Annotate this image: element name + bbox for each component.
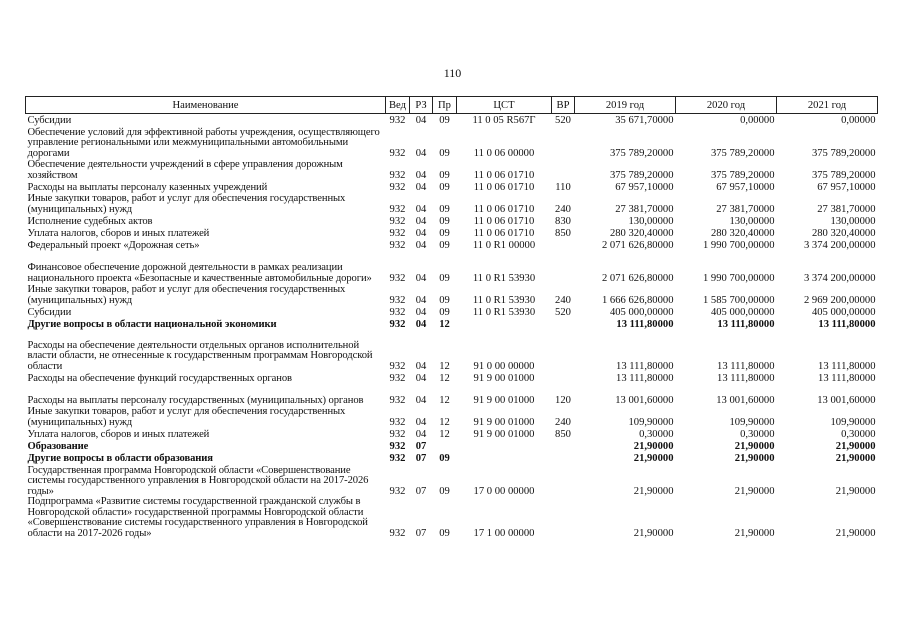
row-rz: 04 bbox=[415, 294, 427, 306]
row-vr: 520 bbox=[555, 114, 571, 126]
row-pr: 09 bbox=[439, 203, 450, 215]
row-ved: 932 bbox=[389, 485, 406, 497]
row-2021: 0,00000 bbox=[841, 114, 876, 126]
row-2019: 130,00000 bbox=[628, 215, 674, 227]
row-cst: 11 0 R1 00000 bbox=[472, 239, 536, 251]
row-vr bbox=[552, 330, 575, 372]
row-name: Финансовое обеспечение дорожной деятельности в рамках реализации национального проекта «Безопасные и качественные автомобильные дороги» bbox=[27, 262, 372, 284]
row-name: Обеспечение деятельности учреждений в сфере управления дорожным хозяйством bbox=[27, 159, 343, 181]
row-rz: 04 bbox=[415, 394, 427, 406]
row-vr bbox=[552, 159, 575, 181]
row-ved: 932 bbox=[389, 227, 406, 239]
row-name: Иные закупки товаров, работ и услуг для обеспечения государственных (муниципальных) нужд bbox=[27, 406, 346, 428]
row-vr bbox=[552, 126, 575, 159]
row-pr: 09 bbox=[439, 294, 450, 306]
row-rz: 04 bbox=[415, 203, 427, 215]
row-2020: 375 789,20000 bbox=[710, 169, 775, 181]
row-2019: 2 071 626,80000 bbox=[601, 239, 674, 251]
row-2021: 375 789,20000 bbox=[811, 147, 876, 159]
row-vr: 520 bbox=[555, 306, 571, 318]
header-vr: ВР bbox=[552, 97, 575, 114]
row-name: Субсидии bbox=[27, 306, 72, 318]
table-row bbox=[26, 181, 878, 193]
row-cst: 11 0 R1 53930 bbox=[472, 306, 536, 318]
table-row bbox=[26, 428, 878, 440]
row-ved: 932 bbox=[389, 147, 406, 159]
row-2021: 27 381,70000 bbox=[817, 203, 876, 215]
row-2019: 375 789,20000 bbox=[609, 169, 674, 181]
row-2021: 13 111,80000 bbox=[818, 318, 876, 330]
row-2020: 67 957,10000 bbox=[716, 181, 775, 193]
row-rz: 07 bbox=[415, 440, 427, 452]
row-2019: 21,90000 bbox=[633, 485, 674, 497]
row-2019: 109,90000 bbox=[628, 416, 674, 428]
row-cst: 11 0 06 01710 bbox=[473, 203, 535, 215]
row-2019: 21,90000 bbox=[633, 440, 674, 452]
table-row bbox=[26, 239, 878, 251]
row-pr: 09 bbox=[439, 306, 450, 318]
row-name: Иные закупки товаров, работ и услуг для обеспечения государственных (муниципальных) нужд bbox=[27, 284, 346, 306]
row-vr: 240 bbox=[555, 294, 571, 306]
row-pr bbox=[433, 440, 457, 452]
row-rz: 04 bbox=[415, 169, 427, 181]
row-2020: 21,90000 bbox=[734, 485, 775, 497]
row-name: Другие вопросы в области национальной экономики bbox=[27, 318, 277, 330]
row-2019: 405 000,00000 bbox=[609, 306, 674, 318]
header-2021: 2021 год bbox=[777, 97, 878, 114]
table-row bbox=[26, 464, 878, 497]
row-pr: 09 bbox=[439, 169, 450, 181]
row-ved: 932 bbox=[389, 114, 406, 126]
table-row bbox=[26, 227, 878, 239]
row-2020: 27 381,70000 bbox=[716, 203, 775, 215]
row-rz: 07 bbox=[415, 527, 427, 539]
row-cst: 17 0 00 00000 bbox=[473, 485, 535, 497]
table-row bbox=[26, 384, 878, 406]
row-pr: 09 bbox=[439, 485, 450, 497]
row-2020: 1 990 700,00000 bbox=[702, 272, 775, 284]
row-name: Иные закупки товаров, работ и услуг для обеспечения государственных (муниципальных) нужд bbox=[27, 193, 346, 215]
budget-table bbox=[25, 96, 878, 539]
row-vr: 830 bbox=[555, 215, 571, 227]
header-2019: 2019 год bbox=[575, 97, 676, 114]
row-pr: 12 bbox=[439, 416, 450, 428]
row-ved: 932 bbox=[389, 203, 406, 215]
row-2019: 13 111,80000 bbox=[616, 360, 674, 372]
row-ved: 932 bbox=[389, 428, 406, 440]
row-2021: 280 320,40000 bbox=[811, 227, 876, 239]
row-ved: 932 bbox=[389, 440, 406, 452]
row-pr: 12 bbox=[439, 428, 450, 440]
row-2019: 21,90000 bbox=[633, 452, 674, 464]
row-2020: 13 111,80000 bbox=[717, 318, 775, 330]
row-cst: 11 0 05 R567Г bbox=[472, 114, 536, 126]
row-pr: 12 bbox=[439, 318, 450, 330]
table-row bbox=[26, 215, 878, 227]
row-2020: 1 990 700,00000 bbox=[702, 239, 775, 251]
row-2019: 13 001,60000 bbox=[615, 394, 674, 406]
row-2021: 3 374 200,00000 bbox=[803, 239, 876, 251]
row-name: Исполнение судебных актов bbox=[27, 215, 153, 227]
row-2020: 21,90000 bbox=[734, 440, 775, 452]
row-2019: 0,30000 bbox=[639, 428, 674, 440]
row-pr: 09 bbox=[439, 452, 450, 464]
table-row bbox=[26, 251, 878, 284]
table-row bbox=[26, 318, 878, 330]
row-2021: 130,00000 bbox=[830, 215, 876, 227]
row-ved: 932 bbox=[389, 372, 406, 384]
row-cst: 11 0 R1 53930 bbox=[472, 294, 536, 306]
row-2020: 130,00000 bbox=[729, 215, 775, 227]
row-vr: 240 bbox=[555, 416, 571, 428]
row-ved: 932 bbox=[389, 181, 406, 193]
row-pr: 12 bbox=[439, 372, 450, 384]
row-2019: 13 111,80000 bbox=[616, 318, 674, 330]
row-2019: 35 671,70000 bbox=[615, 114, 674, 126]
row-cst bbox=[457, 440, 552, 452]
row-name: Государственная программа Новгородской области «Совершенствование системы государственного управления в Новгородской области на 2017-2026 годы» bbox=[27, 464, 369, 497]
row-2021: 109,90000 bbox=[830, 416, 876, 428]
row-pr: 09 bbox=[439, 114, 450, 126]
row-ved: 932 bbox=[389, 527, 406, 539]
row-name: Уплата налогов, сборов и иных платежей bbox=[27, 428, 210, 440]
row-ved: 932 bbox=[389, 239, 406, 251]
row-pr: 09 bbox=[439, 215, 450, 227]
row-2020: 13 001,60000 bbox=[716, 394, 775, 406]
row-2020: 0,00000 bbox=[740, 114, 775, 126]
table-row bbox=[26, 452, 878, 464]
row-rz: 04 bbox=[415, 428, 427, 440]
row-2019: 67 957,10000 bbox=[615, 181, 674, 193]
row-ved: 932 bbox=[389, 215, 406, 227]
table-row bbox=[26, 306, 878, 318]
row-ved: 932 bbox=[389, 169, 406, 181]
row-2019: 27 381,70000 bbox=[615, 203, 674, 215]
row-vr: 240 bbox=[555, 203, 571, 215]
row-vr bbox=[552, 239, 575, 251]
row-cst: 91 9 00 01000 bbox=[473, 416, 535, 428]
row-rz: 04 bbox=[415, 147, 427, 159]
row-rz: 04 bbox=[415, 360, 427, 372]
row-rz: 04 bbox=[415, 215, 427, 227]
row-2019: 13 111,80000 bbox=[616, 372, 674, 384]
row-pr: 12 bbox=[439, 394, 450, 406]
row-ved: 932 bbox=[389, 360, 406, 372]
row-ved: 932 bbox=[389, 394, 406, 406]
row-2021: 375 789,20000 bbox=[811, 169, 876, 181]
row-ved: 932 bbox=[389, 416, 406, 428]
row-2019: 375 789,20000 bbox=[609, 147, 674, 159]
row-name: Образование bbox=[27, 440, 89, 452]
row-vr bbox=[552, 440, 575, 452]
row-cst: 11 0 06 01710 bbox=[473, 169, 535, 181]
row-name: Расходы на обеспечение деятельности отдельных органов исполнительной власти области, не отнесенные к государственным программам Новгородской области bbox=[27, 339, 373, 372]
row-rz: 04 bbox=[415, 306, 427, 318]
row-rz: 07 bbox=[415, 452, 427, 464]
header-pr: Пр bbox=[433, 97, 457, 114]
row-cst bbox=[457, 452, 552, 464]
row-ved: 932 bbox=[389, 306, 406, 318]
row-ved: 932 bbox=[389, 294, 406, 306]
row-2020: 405 000,00000 bbox=[710, 306, 775, 318]
row-2021: 0,30000 bbox=[841, 428, 876, 440]
row-vr: 110 bbox=[555, 181, 571, 193]
row-cst: 11 0 06 00000 bbox=[473, 147, 535, 159]
row-cst: 11 0 06 01710 bbox=[473, 215, 535, 227]
header-rz: РЗ bbox=[410, 97, 433, 114]
row-cst: 17 1 00 00000 bbox=[473, 527, 535, 539]
row-cst: 91 9 00 01000 bbox=[473, 394, 535, 406]
table-row bbox=[26, 193, 878, 215]
row-2019: 21,90000 bbox=[633, 527, 674, 539]
row-2021: 13 001,60000 bbox=[817, 394, 876, 406]
row-name: Другие вопросы в области образования bbox=[27, 452, 213, 464]
table-row bbox=[26, 126, 878, 159]
row-vr bbox=[552, 497, 575, 539]
header-ved: Вед bbox=[386, 97, 410, 114]
row-cst: 91 9 00 01000 bbox=[473, 428, 535, 440]
row-rz: 04 bbox=[415, 272, 427, 284]
row-2020: 1 585 700,00000 bbox=[702, 294, 775, 306]
row-2019: 1 666 626,80000 bbox=[601, 294, 674, 306]
row-pr: 09 bbox=[439, 181, 450, 193]
row-ved: 932 bbox=[389, 272, 406, 284]
row-cst bbox=[457, 318, 552, 330]
header-name: Наименование bbox=[26, 97, 386, 114]
row-rz: 04 bbox=[415, 114, 427, 126]
row-vr bbox=[552, 452, 575, 464]
row-2020: 375 789,20000 bbox=[710, 147, 775, 159]
row-2021: 3 374 200,00000 bbox=[803, 272, 876, 284]
row-name: Субсидии bbox=[27, 114, 72, 126]
row-vr bbox=[552, 372, 575, 384]
row-2020: 21,90000 bbox=[734, 452, 775, 464]
row-2021: 21,90000 bbox=[835, 527, 876, 539]
page-number: 110 bbox=[443, 66, 462, 80]
row-vr: 850 bbox=[555, 227, 571, 239]
row-pr: 09 bbox=[439, 272, 450, 284]
row-2020: 13 111,80000 bbox=[717, 372, 775, 384]
row-cst: 11 0 06 01710 bbox=[473, 227, 535, 239]
row-2021: 21,90000 bbox=[835, 452, 876, 464]
header-2020: 2020 год bbox=[676, 97, 777, 114]
row-vr: 850 bbox=[555, 428, 571, 440]
row-pr: 09 bbox=[439, 527, 450, 539]
row-2020: 280 320,40000 bbox=[710, 227, 775, 239]
row-cst: 91 9 00 01000 bbox=[473, 372, 535, 384]
row-cst: 91 0 00 00000 bbox=[473, 360, 535, 372]
row-name: Уплата налогов, сборов и иных платежей bbox=[27, 227, 210, 239]
row-2021: 67 957,10000 bbox=[817, 181, 876, 193]
row-2021: 21,90000 bbox=[835, 485, 876, 497]
row-2021: 13 111,80000 bbox=[818, 372, 876, 384]
row-ved: 932 bbox=[389, 452, 406, 464]
row-name: Федеральный проект «Дорожная сеть» bbox=[27, 239, 200, 251]
row-ved: 932 bbox=[389, 318, 406, 330]
table-row bbox=[26, 114, 878, 127]
row-name: Расходы на выплаты персоналу государственных (муниципальных) органов bbox=[27, 394, 364, 406]
row-vr bbox=[552, 251, 575, 284]
row-2021: 13 111,80000 bbox=[818, 360, 876, 372]
row-name: Обеспечение условий для эффективной работы учреждения, осуществляющего управление региональными или межмуниципальными автомобильными дорогами bbox=[27, 126, 380, 159]
table-row bbox=[26, 372, 878, 384]
row-2019: 280 320,40000 bbox=[609, 227, 674, 239]
header-cst: ЦСТ bbox=[457, 97, 552, 114]
row-cst: 11 0 R1 53930 bbox=[472, 272, 536, 284]
row-2020: 0,30000 bbox=[740, 428, 775, 440]
row-vr bbox=[552, 464, 575, 497]
row-rz: 04 bbox=[415, 239, 427, 251]
row-pr: 09 bbox=[439, 147, 450, 159]
table-row bbox=[26, 330, 878, 372]
row-2021: 2 969 200,00000 bbox=[803, 294, 876, 306]
row-rz: 07 bbox=[415, 485, 427, 497]
row-rz: 04 bbox=[415, 372, 427, 384]
row-name: Расходы на выплаты персоналу казенных учреждений bbox=[27, 181, 268, 193]
row-2020: 13 111,80000 bbox=[717, 360, 775, 372]
row-pr: 09 bbox=[439, 227, 450, 239]
row-2020: 21,90000 bbox=[734, 527, 775, 539]
row-cst: 11 0 06 01710 bbox=[473, 181, 535, 193]
row-rz: 04 bbox=[415, 318, 427, 330]
row-vr bbox=[552, 318, 575, 330]
row-2021: 405 000,00000 bbox=[811, 306, 876, 318]
row-name: Расходы на обеспечение функций государственных органов bbox=[27, 372, 292, 384]
table-row bbox=[26, 440, 878, 452]
row-rz: 04 bbox=[415, 416, 427, 428]
table-header-row bbox=[26, 97, 878, 114]
table-row bbox=[26, 284, 878, 306]
row-pr: 09 bbox=[439, 239, 450, 251]
row-name: Подпрограмма «Развитие системы государственной гражданской службы в Новгородской области» государственной программы Новгородской области «Совершенствование системы государственного управления в Новгородской области на 2017-2026 годы» bbox=[27, 496, 368, 539]
row-2019: 2 071 626,80000 bbox=[601, 272, 674, 284]
row-vr: 120 bbox=[555, 394, 571, 406]
table-row bbox=[26, 159, 878, 181]
row-2021: 21,90000 bbox=[835, 440, 876, 452]
row-rz: 04 bbox=[415, 181, 427, 193]
row-pr: 12 bbox=[439, 360, 450, 372]
row-rz: 04 bbox=[415, 227, 427, 239]
row-2020: 109,90000 bbox=[729, 416, 775, 428]
table-row bbox=[26, 497, 878, 539]
table-row bbox=[26, 406, 878, 428]
